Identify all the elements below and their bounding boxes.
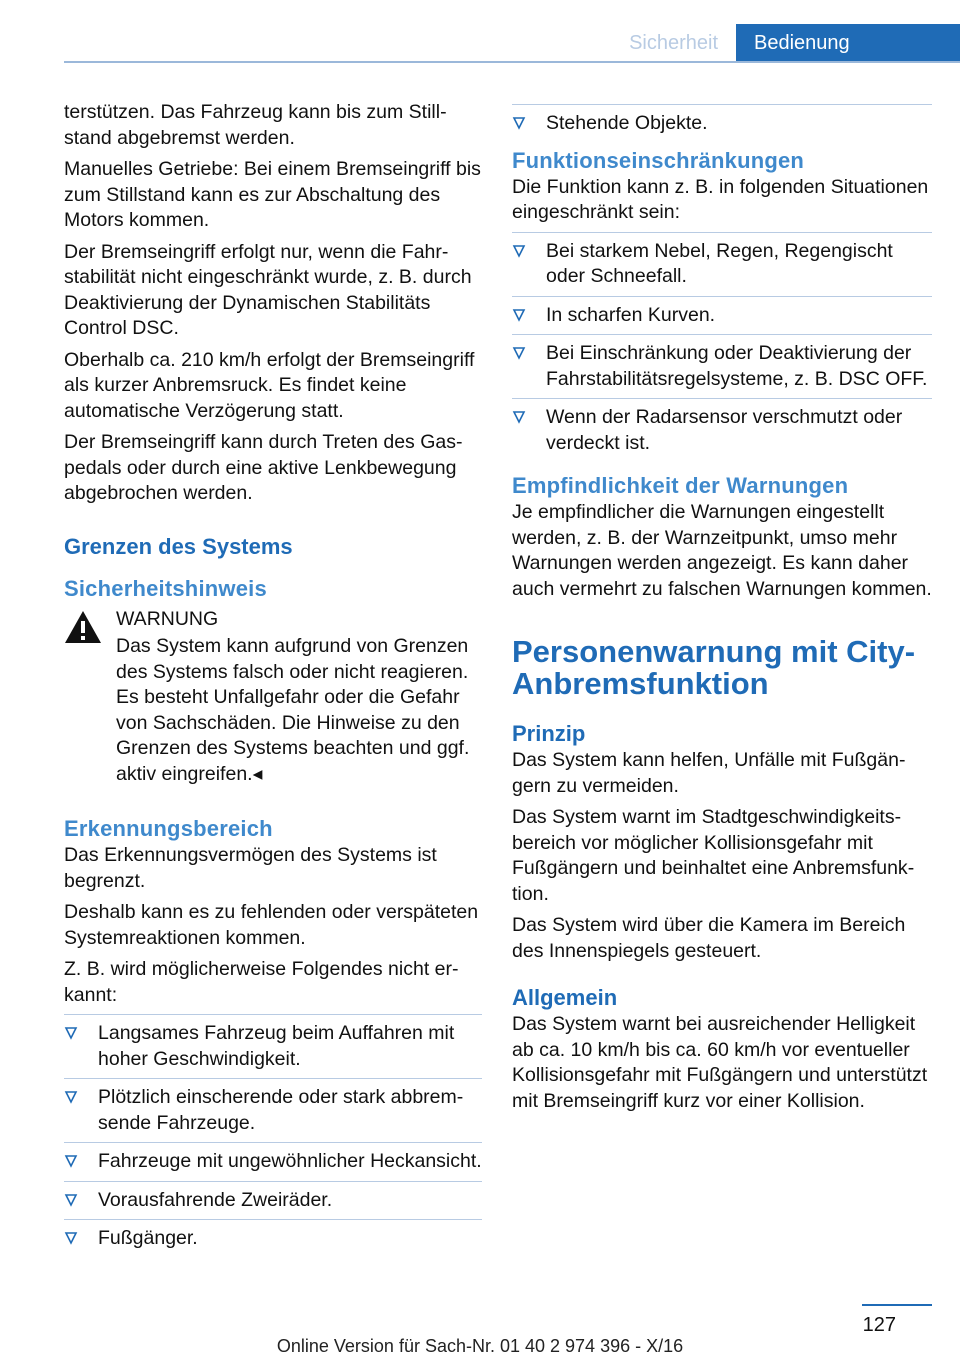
online-version-footer: Online Version für Sach-Nr. 01 40 2 974 396 - X/16 (276, 1336, 684, 1356)
paragraph: Der Bremseingriff erfolgt nur, wenn die Fahrstabilität nicht eingeschränkt wurde, z. B. durch Deaktivierung der Dynamischen Stabilitäts Control DSC. (64, 240, 472, 339)
list-item (512, 239, 932, 290)
bullet-triangle-icon (512, 407, 526, 427)
list-item-rule (64, 1078, 482, 1079)
heading-allgemein: Allgemein (512, 985, 618, 1010)
bullet-triangle-icon (64, 1151, 78, 1171)
list-item-rule (512, 334, 932, 335)
list-item-text: In scharfen Kurven. (546, 303, 716, 326)
list-item-text: Fußgänger. (98, 1227, 198, 1249)
paragraph: Das System warnt bei ausreichender Helligkeit ab ca. 10 km/h bis ca. 60 km/h vor eventueller Kollisionsgefahr mit Fußgängern und unterstützt mit Bremseingriff kurz vor einer Kollision. (512, 1013, 928, 1112)
paragraph: Z. B. wird möglicherweise Folgendes nicht erkannt: (64, 958, 459, 1006)
left-column (64, 100, 482, 1258)
paragraph: Deshalb kann es zu fehlenden oder verspäteten Systemreaktionen kommen. (64, 901, 479, 949)
list-item (64, 1188, 482, 1214)
list-item-text: Wenn der Radarsensor verschmutzt oder verdeckt ist. (546, 406, 903, 454)
heading-empfindlichkeit: Empfindlichkeit der Warnungen (512, 473, 849, 498)
heading-prinzip: Prinzip (512, 721, 586, 746)
warning-block (64, 607, 482, 788)
list-item-rule (512, 104, 932, 105)
heading-grenzen: Grenzen des Systems (64, 533, 293, 559)
paragraph: Das System wird über die Kamera im Bereich des Innenspiegels gesteuert. (512, 914, 906, 962)
list-item-text: Langsames Fahrzeug beim Auffahren mit hoher Geschwindigkeit. (98, 1022, 455, 1070)
page-number-rule (862, 1304, 932, 1306)
warning-title: WARNUNG (116, 607, 219, 630)
tab-bedienung[interactable]: Bedienung (736, 24, 960, 62)
paragraph: terstützen. Das Fahrzeug kann bis zum Stillstand abgebremst werden. (64, 101, 447, 149)
right-column (512, 100, 932, 1120)
paragraph: Manuelles Getriebe: Bei einem Bremseingriff bis zum Stillstand kann es zur Abschaltung des Motors kommen. (64, 158, 481, 231)
list-item-rule (512, 296, 932, 297)
bullet-triangle-icon (64, 1087, 78, 1107)
list-item-text: Bei starkem Nebel, Regen, Regengischt oder Schneefall. (546, 239, 893, 287)
list-item (512, 341, 932, 392)
list-item (512, 303, 932, 329)
list-item-text: Vorausfahrende Zweiräder. (98, 1188, 333, 1211)
list-item-text: Fahrzeuge mit ungewöhnlicher Heckansicht. (98, 1150, 482, 1172)
list-item-text: Bei Einschränkung oder Deaktivierung der Fahrstabilitätsregelsysteme, z. B. DSC OFF. (546, 342, 928, 390)
warning-text-content: Das System kann aufgrund von Grenzen des Systems falsch oder nicht reagieren. Es besteht Unfallgefahr oder die Gefahr von Sachschäden. Die Hinweise zu den Grenzen des Systems beachten und ggf. aktiv eingreifen.◂ (116, 635, 470, 785)
bullet-list (512, 232, 932, 457)
list-item-text: Stehende Objekte. (546, 112, 708, 134)
bullet-triangle-icon (64, 1228, 78, 1248)
paragraph: Das System warnt im Stadtgeschwindigkeitsbereich vor möglicher Kollisionsgefahr mit Fußgängern und beinhaltet eine Anbremsfunktion. (512, 806, 915, 905)
list-item-rule (512, 398, 932, 399)
paragraph: Der Bremseingriff kann durch Treten des Gaspedals oder durch eine aktive Lenkbewegung abgebrochen werden. (64, 431, 463, 504)
bullet-list (512, 104, 932, 137)
list-item (64, 1226, 482, 1252)
list-item-rule (64, 1219, 482, 1220)
bullet-triangle-icon (512, 343, 526, 363)
list-item-rule (64, 1014, 482, 1015)
list-item-rule (64, 1142, 482, 1143)
heading-erkennungsbereich: Erkennungsbereich (64, 816, 273, 841)
header-tabs (611, 24, 960, 62)
bullet-triangle-icon (512, 113, 526, 133)
heading-sicherheitshinweis: Sicherheitshinweis (64, 575, 267, 601)
bullet-triangle-icon (64, 1023, 78, 1043)
list-item-text: Plötzlich einscherende oder stark abbremsende Fahrzeuge. (98, 1086, 464, 1134)
header-rule (64, 61, 960, 63)
paragraph: Oberhalb ca. 210 km/h erfolgt der Bremseingriff als kurzer Anbremsruck. Es findet keine automatische Verzögerung statt. (64, 348, 475, 422)
paragraph: Je empfindlicher die Warnungen eingestellt werden, z. B. der Warnzeitpunkt, umso mehr Warnungen werden angezeigt. Es kann daher auch vermehrt zu falschen Warnungen kommen. (512, 501, 932, 600)
bullet-triangle-icon (512, 305, 526, 325)
list-item (64, 1021, 482, 1072)
paragraph: Das System kann helfen, Unfälle mit Fußgängern zu vermeiden. (512, 749, 906, 797)
paragraph: Das Erkennungsvermögen des Systems ist begrenzt. (64, 844, 437, 892)
warning-icon (64, 609, 102, 645)
list-item (64, 1149, 482, 1175)
bullet-triangle-icon (512, 241, 526, 261)
paragraph: Die Funktion kann z. B. in folgenden Situationen eingeschränkt sein: (512, 175, 929, 223)
tab-sicherheit[interactable]: Sicherheit (611, 24, 736, 62)
list-item (64, 1085, 482, 1136)
warning-text (64, 634, 482, 787)
list-item-rule (512, 232, 932, 233)
bullet-list (64, 1014, 482, 1252)
chapter-title: Personenwarnung mit City-Anbremsfunktion (512, 634, 916, 701)
page-number: 127 (862, 1314, 896, 1336)
list-item (512, 405, 932, 456)
list-item (512, 111, 932, 137)
list-item-rule (64, 1181, 482, 1182)
bullet-triangle-icon (64, 1190, 78, 1210)
heading-funktionseinschraenkungen: Funktionseinschränkungen (512, 147, 805, 173)
